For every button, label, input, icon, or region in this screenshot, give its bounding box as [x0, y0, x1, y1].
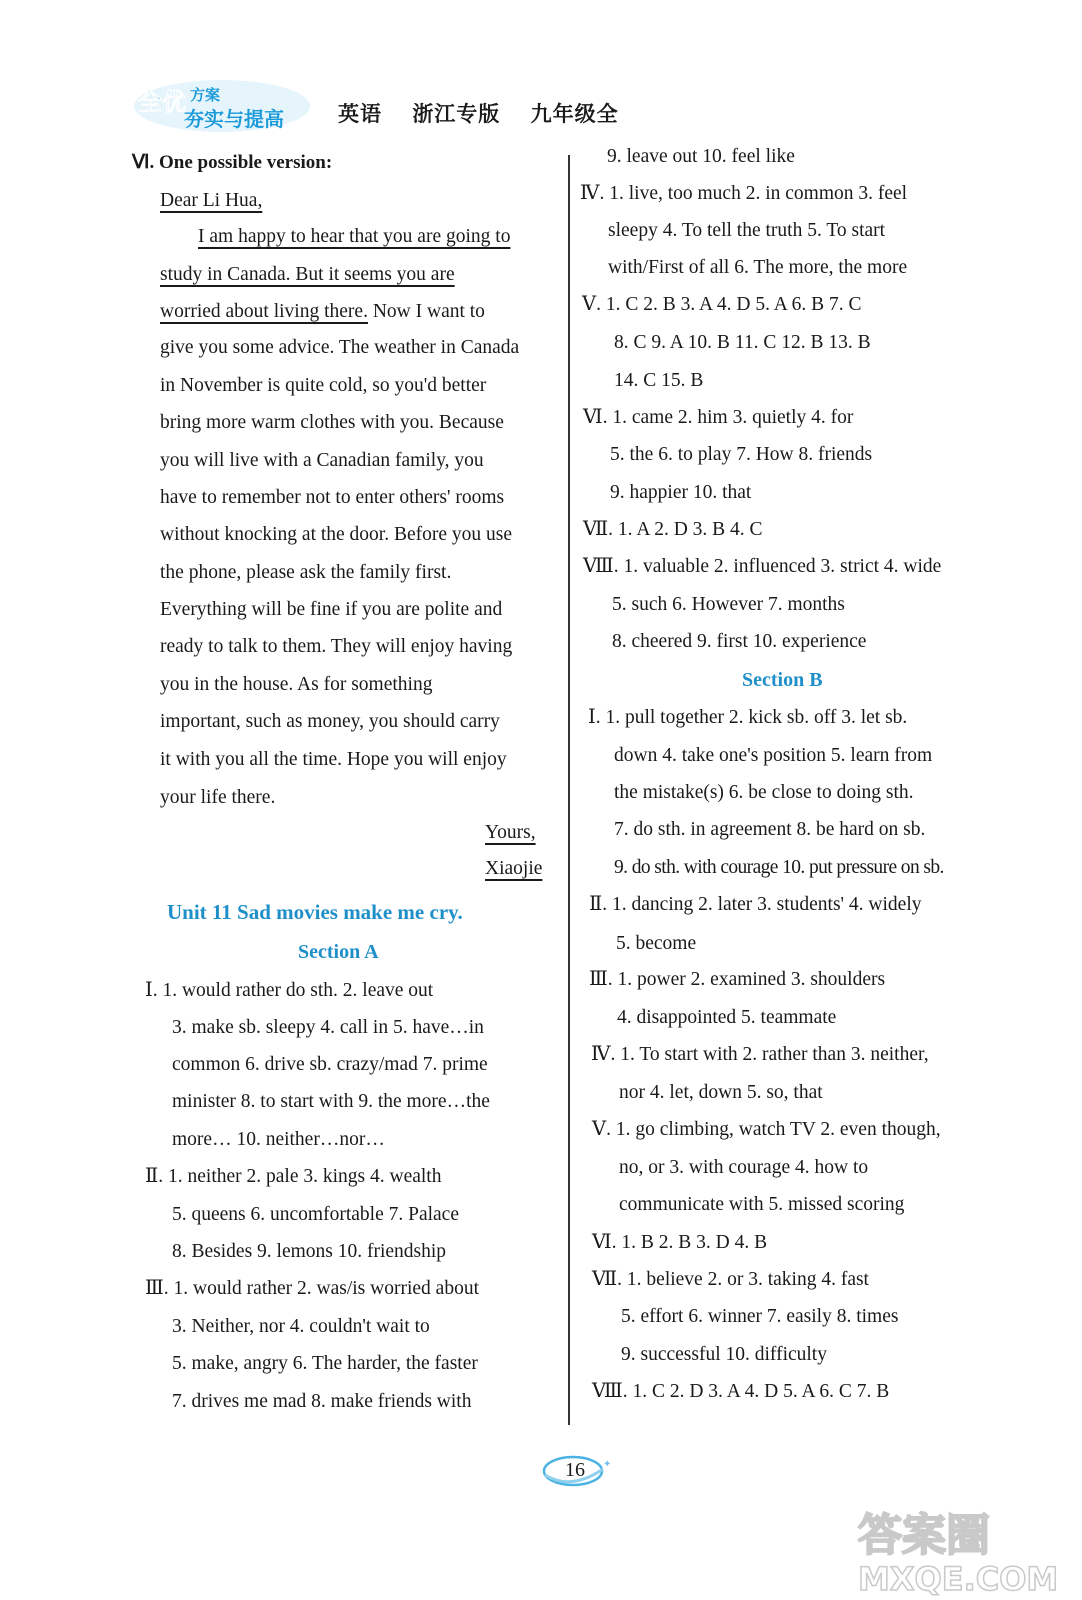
svg-text:方案: 方案 — [190, 86, 221, 104]
page-number-text: 16 — [565, 1459, 585, 1481]
answer-line: Ⅱ. 1. neither 2. pale 3. kings 4. wealth — [145, 1166, 442, 1187]
letter-line: important, such as money, you should carry — [160, 711, 500, 732]
letter-line: give you some advice. The weather in Canada — [160, 337, 520, 358]
header-title — [338, 98, 641, 128]
answer-line: 9. successful 10. difficulty — [621, 1344, 827, 1365]
letter-line: you in the house. As for something — [160, 674, 433, 695]
page-number — [541, 1453, 612, 1489]
unit-title: Unit 11 Sad movies make me cry. — [167, 900, 463, 924]
letter-line: have to remember not to enter others' rooms — [160, 487, 505, 508]
answer-line: 5. such 6. However 7. months — [612, 594, 845, 615]
answer-line: 4. disappointed 5. teammate — [617, 1007, 837, 1028]
answer-line: Ⅴ. 1. C 2. B 3. A 4. D 5. A 6. B 7. C — [582, 294, 862, 315]
answer-line: 8. C 9. A 10. B 11. C 12. B 13. B — [614, 332, 871, 353]
letter-line: bring more warm clothes with you. Because — [160, 412, 504, 433]
answer-line: Ⅵ. 1. came 2. him 3. quietly 4. for — [583, 407, 854, 428]
answer-line: Ⅴ. 1. go climbing, watch TV 2. even though, — [592, 1119, 941, 1140]
answer-line: 5. queens 6. uncomfortable 7. Palace — [172, 1204, 459, 1225]
answer-line: sleepy 4. To tell the truth 5. To start — [608, 220, 886, 241]
answer-line: no, or 3. with courage 4. how to — [619, 1157, 869, 1178]
svg-text:夯实与提高: 夯实与提高 — [184, 107, 284, 131]
answer-line: 5. become — [616, 933, 697, 954]
letter-line: it with you all the time. Hope you will enjoy — [160, 749, 507, 770]
answer-line: the mistake(s) 6. be close to doing sth. — [614, 782, 914, 803]
letter-line: your life there. — [160, 787, 276, 808]
column-divider — [568, 155, 570, 1425]
answer-line: 3. Neither, nor 4. couldn't wait to — [172, 1316, 430, 1337]
header-subject: 英语 — [338, 102, 382, 126]
letter-line: Everything will be fine if you are polite and — [160, 599, 503, 620]
answer-line: 9. happier 10. that — [610, 482, 752, 503]
answer-line: 5. make, angry 6. The harder, the faster — [172, 1353, 478, 1374]
watermark-logo — [848, 1500, 1073, 1598]
section-a-title: Section A — [298, 941, 379, 963]
answer-line: Ⅵ. 1. B 2. B 3. D 4. B — [592, 1232, 768, 1253]
letter-line: you will live with a Canadian family, you — [160, 450, 484, 471]
answer-line: Ⅱ. 1. dancing 2. later 3. students' 4. widely — [589, 894, 922, 915]
answer-line: 5. the 6. to play 7. How 8. friends — [610, 444, 873, 465]
header-edition: 浙江专版 — [412, 102, 501, 126]
publisher-logo — [132, 76, 312, 134]
answer-line: with/First of all 6. The more, the more — [608, 257, 908, 278]
letter-line: the phone, please ask the family first. — [160, 562, 452, 583]
letter-closing: Yours, — [485, 822, 536, 843]
answer-line: 8. cheered 9. first 10. experience — [612, 631, 867, 652]
answer-line: Ⅰ. 1. would rather do sth. 2. leave out — [145, 980, 434, 1001]
letter-line: worried about living there. Now I want to — [160, 301, 485, 322]
answer-line: Ⅳ. 1. To start with 2. rather than 3. neither, — [591, 1044, 929, 1065]
answer-line: common 6. drive sb. crazy/mad 7. prime — [172, 1054, 488, 1075]
watermark-text-bottom: MXQE.COM — [858, 1560, 1059, 1598]
answer-line: 14. C 15. B — [614, 370, 704, 391]
answer-line: Ⅲ. 1. power 2. examined 3. shoulders — [589, 969, 886, 990]
answer-line: Ⅲ. 1. would rather 2. was/is worried about — [145, 1278, 479, 1299]
vi-heading: Ⅵ. One possible version: — [132, 152, 333, 173]
answer-line: Ⅷ. 1. C 2. D 3. A 4. D 5. A 6. C 7. B — [592, 1381, 890, 1402]
header-grade: 九年级全 — [530, 102, 619, 126]
letter-line: ready to talk to them. They will enjoy having — [160, 636, 513, 657]
letter-signature: Xiaojie — [485, 858, 543, 879]
answer-line: more… 10. neither…nor… — [172, 1129, 385, 1150]
answer-line: 7. do sth. in agreement 8. be hard on sb. — [614, 819, 926, 840]
answer-line: Ⅶ. 1. A 2. D 3. B 4. C — [583, 519, 763, 540]
answer-line: 9. do sth. with courage 10. put pressure on sb. — [614, 857, 944, 878]
answer-line: minister 8. to start with 9. the more…the — [172, 1091, 490, 1112]
letter-line: I am happy to hear that you are going to — [198, 226, 511, 247]
answer-line: 5. effort 6. winner 7. easily 8. times — [621, 1306, 899, 1327]
section-b-title: Section B — [742, 669, 823, 691]
svg-text:✦: ✦ — [603, 1459, 612, 1470]
letter-line: without knocking at the door. Before you use — [160, 524, 513, 545]
answer-line: down 4. take one's position 5. learn from — [614, 745, 933, 766]
letter-salutation: Dear Li Hua, — [160, 190, 263, 211]
answer-line: 3. make sb. sleepy 4. call in 5. have…in — [172, 1017, 484, 1038]
letter-line: study in Canada. But it seems you are — [160, 264, 455, 285]
answer-line: Ⅷ. 1. valuable 2. influenced 3. strict 4. wide — [583, 556, 942, 577]
answer-line: 7. drives me mad 8. make friends with — [172, 1391, 472, 1412]
letter-underlined-text: worried about living there. — [160, 301, 368, 322]
letter-line: in November is quite cold, so you'd better — [160, 375, 487, 396]
svg-text:全优: 全优 — [138, 88, 186, 116]
answer-line: Ⅳ. 1. live, too much 2. in common 3. feel — [580, 183, 908, 204]
answer-line: nor 4. let, down 5. so, that — [619, 1082, 823, 1103]
watermark-text-top: 答案圈 — [858, 1510, 990, 1561]
answer-line: 8. Besides 9. lemons 10. friendship — [172, 1241, 447, 1262]
answer-line: Ⅶ. 1. believe 2. or 3. taking 4. fast — [592, 1269, 869, 1290]
answer-line: communicate with 5. missed scoring — [619, 1194, 905, 1215]
answer-line: 9. leave out 10. feel like — [607, 146, 795, 167]
answer-line: Ⅰ. 1. pull together 2. kick sb. off 3. let sb. — [588, 707, 908, 728]
